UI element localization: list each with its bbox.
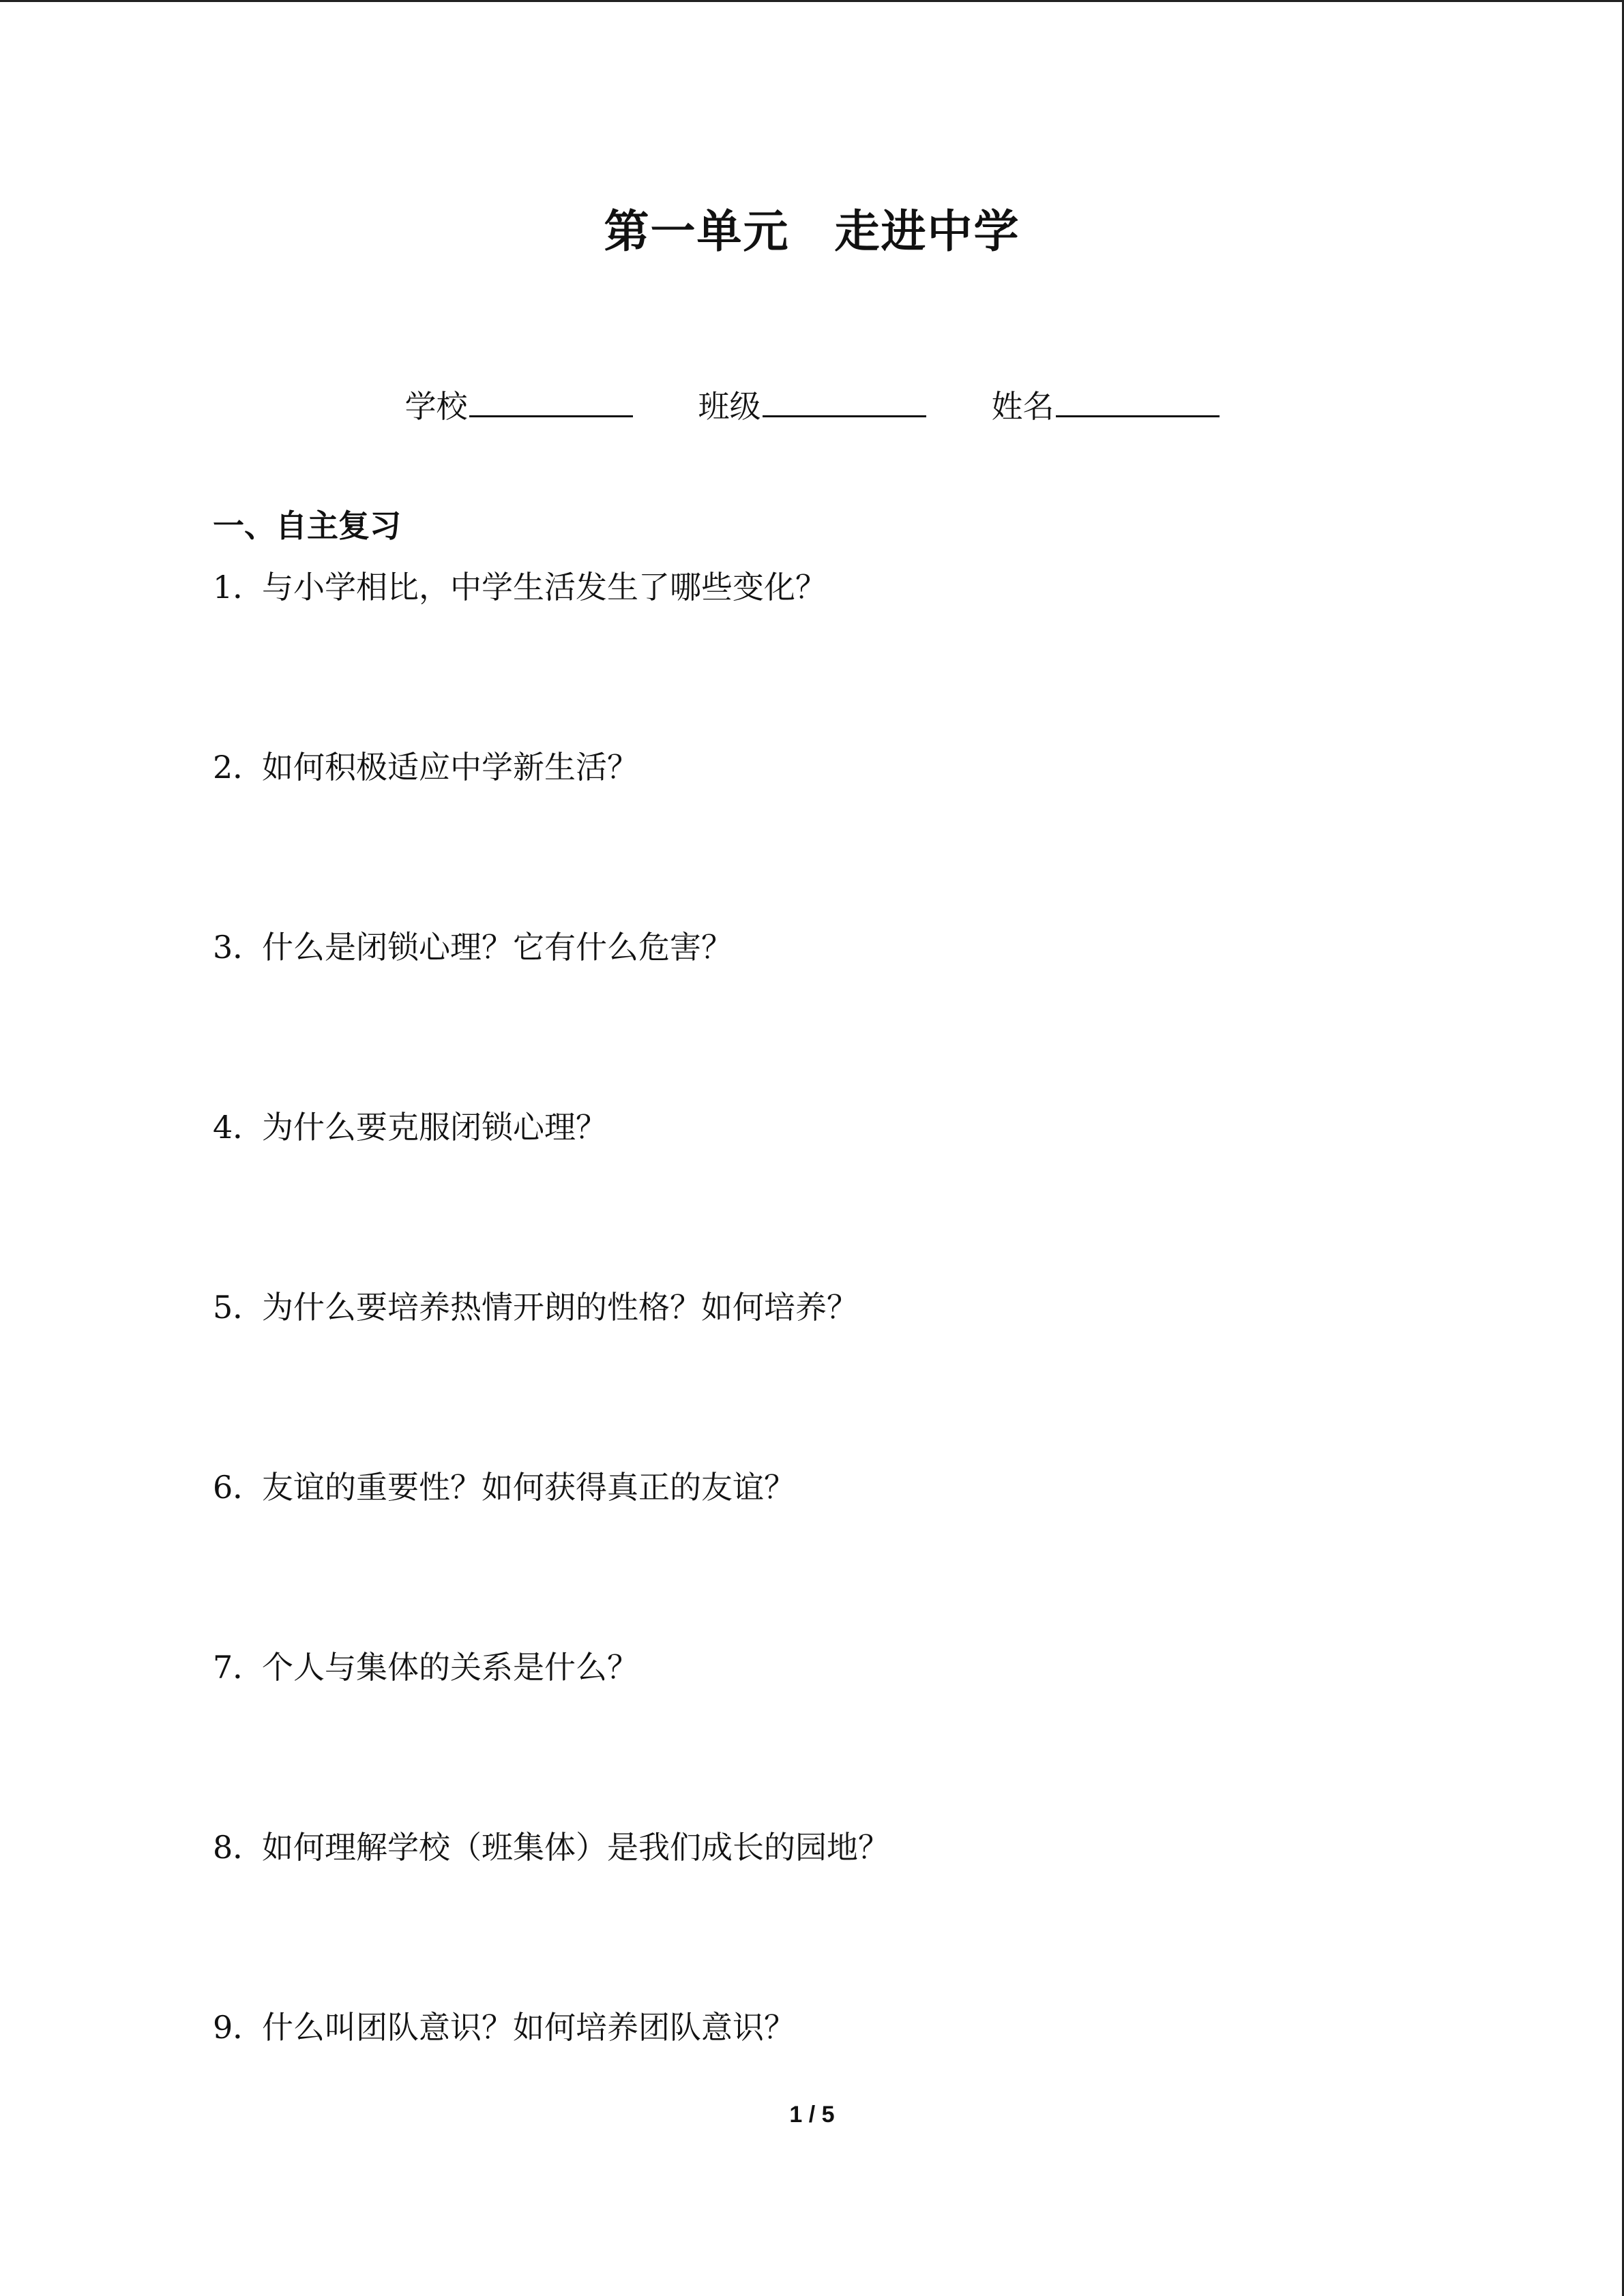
class-field (698, 385, 926, 428)
student-info-row (0, 385, 1624, 428)
question-text: 友谊的重要性？如何获得真正的友谊？ (262, 1469, 795, 1506)
school-label: 学校 (404, 388, 468, 425)
question-item (213, 1648, 638, 1688)
school-blank[interactable] (469, 385, 633, 417)
question-number: 2． (213, 749, 265, 786)
question-number: 7． (213, 1649, 265, 1686)
question-text: 如何积极适应中学新生活？ (262, 749, 638, 786)
question-number: 5． (213, 1289, 265, 1326)
question-text: 为什么要克服闭锁心理？ (262, 1109, 607, 1146)
question-item (213, 1287, 858, 1328)
class-label: 班级 (698, 388, 761, 425)
question-item (213, 2008, 795, 2048)
question-number: 9． (213, 2009, 265, 2046)
class-blank[interactable] (763, 385, 926, 417)
page-border-top (0, 0, 1624, 2)
school-field (405, 385, 633, 428)
question-text: 为什么要培养热情开朗的性格？如何培养？ (262, 1289, 858, 1326)
question-item (213, 1467, 795, 1508)
question-text: 什么叫团队意识？如何培养团队意识？ (262, 2009, 795, 2046)
name-blank[interactable] (1056, 385, 1220, 417)
question-item (213, 1107, 607, 1148)
question-item (213, 927, 733, 968)
page-title (0, 205, 1624, 258)
question-number: 3． (213, 929, 265, 966)
question-item (213, 567, 827, 608)
question-number: 4． (213, 1109, 265, 1146)
question-text: 与小学相比，中学生活发生了哪些变化？ (262, 569, 827, 606)
question-text: 如何理解学校（班集体）是我们成长的园地？ (262, 1829, 889, 1866)
page-number: 1 / 5 (789, 2102, 835, 2128)
name-field (992, 385, 1220, 428)
question-item (213, 1828, 889, 1868)
question-number: 1． (213, 569, 265, 606)
question-number: 8． (213, 1829, 265, 1866)
title-part2: 走进中学 (834, 205, 1020, 258)
question-number: 6． (213, 1469, 265, 1506)
title-part1: 第一单元 (604, 205, 790, 258)
question-text: 什么是闭锁心理？它有什么危害？ (262, 929, 733, 966)
question-text: 个人与集体的关系是什么？ (262, 1649, 638, 1686)
question-item (213, 747, 638, 788)
section-heading: 一、自主复习 (213, 507, 401, 544)
name-label: 姓名 (991, 388, 1054, 425)
